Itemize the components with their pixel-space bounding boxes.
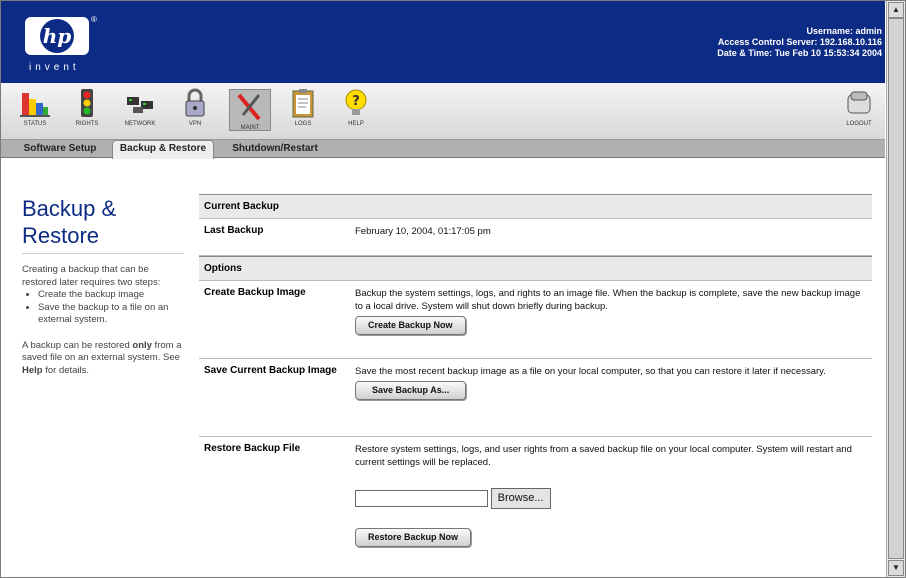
help-sidebar (22, 264, 184, 377)
page-title: Backup & Restore (22, 196, 117, 248)
note-text (22, 340, 184, 378)
hp-tagline: invent (29, 62, 80, 73)
scroll-up-arrow-icon[interactable]: ▲ (888, 2, 904, 18)
save-backup-label: Save Current Backup Image (204, 365, 337, 376)
save-backup-desc (355, 365, 865, 400)
divider (22, 253, 184, 254)
status-chart-icon (18, 87, 52, 119)
create-backup-text: Backup the system settings, logs, and rights to an image file. When the backup is complete, save the new backup image to a local drive. System will shut down briefly during backup. (355, 288, 861, 312)
username-text: Username: admin (806, 26, 882, 36)
last-backup-row (199, 219, 872, 256)
help-link[interactable]: Help (22, 364, 43, 376)
toolbar-help-button[interactable] (336, 85, 376, 131)
section-header-current-backup: Current Backup (199, 194, 872, 219)
toolbar-rights-button[interactable] (67, 85, 107, 131)
network-icon (123, 87, 157, 119)
toolbar-label: RIGHTS (75, 121, 99, 127)
hp-logo-mark: hp (40, 19, 74, 53)
toolbar-vpn-button[interactable] (175, 85, 215, 131)
toolbar-logs-button[interactable] (283, 85, 323, 131)
step-item: • Create the backup image (38, 289, 184, 302)
scroll-down-arrow-icon[interactable]: ▼ (888, 560, 904, 576)
main-toolbar (1, 83, 885, 140)
scroll-thumb[interactable] (888, 18, 904, 559)
logout-key-icon (842, 87, 876, 119)
server-text: Access Control Server: 192.168.10.116 (717, 37, 882, 47)
toolbar-label: LOGS (294, 121, 312, 127)
restore-backup-button[interactable]: Restore Backup Now (355, 528, 471, 547)
note-part: for details. (42, 364, 90, 376)
save-backup-text: Save the most recent backup image as a file on your local computer, so that you can restore it later if necessary. (355, 366, 826, 377)
main-content (199, 194, 872, 562)
registered-mark: ® (91, 15, 97, 24)
save-backup-as-button[interactable]: Save Backup As... (355, 381, 466, 400)
tab-bar (1, 140, 885, 158)
logout-label: LOGOUT (846, 121, 872, 127)
toolbar-status-button[interactable] (15, 85, 55, 131)
steps-list (22, 289, 184, 327)
toolbar-label: STATUS (23, 121, 47, 127)
toolbar-label: VPN (188, 121, 202, 127)
logout-button[interactable] (839, 85, 879, 131)
restore-backup-text: Restore system settings, logs, and user rights from a saved backup file on your local computer. System will restart and current settings will be replaced. (355, 444, 852, 468)
backup-file-input[interactable] (355, 490, 488, 507)
header-banner (1, 1, 885, 83)
svg-text:?: ? (352, 94, 360, 109)
last-backup-value: February 10, 2004, 01:17:05 pm (355, 226, 491, 237)
toolbar-label: HELP (348, 121, 364, 127)
tools-icon (233, 91, 267, 123)
step-item: • Save the backup to a file on an external system. (38, 302, 184, 327)
restore-backup-label: Restore Backup File (204, 443, 301, 454)
create-backup-button[interactable]: Create Backup Now (355, 316, 466, 335)
hp-logo (25, 17, 89, 55)
last-backup-label: Last Backup (204, 225, 264, 236)
toolbar-label: MAINT (240, 125, 260, 131)
tab-backup-restore[interactable]: Backup & Restore (112, 140, 214, 159)
toolbar-maint-button[interactable] (229, 89, 271, 131)
create-backup-row (199, 281, 872, 359)
tab-shutdown-restart[interactable]: Shutdown/Restart (232, 143, 318, 154)
create-backup-desc (355, 287, 865, 335)
padlock-icon (178, 87, 212, 119)
restore-backup-desc (355, 443, 865, 547)
session-info (717, 26, 882, 59)
tab-software-setup[interactable]: Software Setup (23, 143, 97, 154)
save-backup-row (199, 359, 872, 437)
traffic-light-icon (70, 87, 104, 119)
clipboard-icon (286, 87, 320, 119)
datetime-text: Date & Time: Tue Feb 10 15:53:34 2004 (717, 48, 882, 58)
restore-backup-row (199, 437, 872, 562)
vertical-scrollbar[interactable] (886, 1, 905, 577)
create-backup-label: Create Backup Image (204, 287, 306, 298)
intro-text: Creating a backup that can be restored later requires two steps: (22, 264, 161, 288)
toolbar-network-button[interactable] (120, 85, 160, 131)
note-emphasis: only (132, 339, 152, 351)
note-part: from a saved file on an external system. See (22, 339, 182, 363)
toolbar-label: NETWORK (124, 121, 156, 127)
note-part: A backup can be restored (22, 339, 133, 351)
section-header-options: Options (199, 256, 872, 281)
browse-button[interactable]: Browse... (491, 488, 551, 509)
help-lightbulb-icon (339, 87, 373, 119)
